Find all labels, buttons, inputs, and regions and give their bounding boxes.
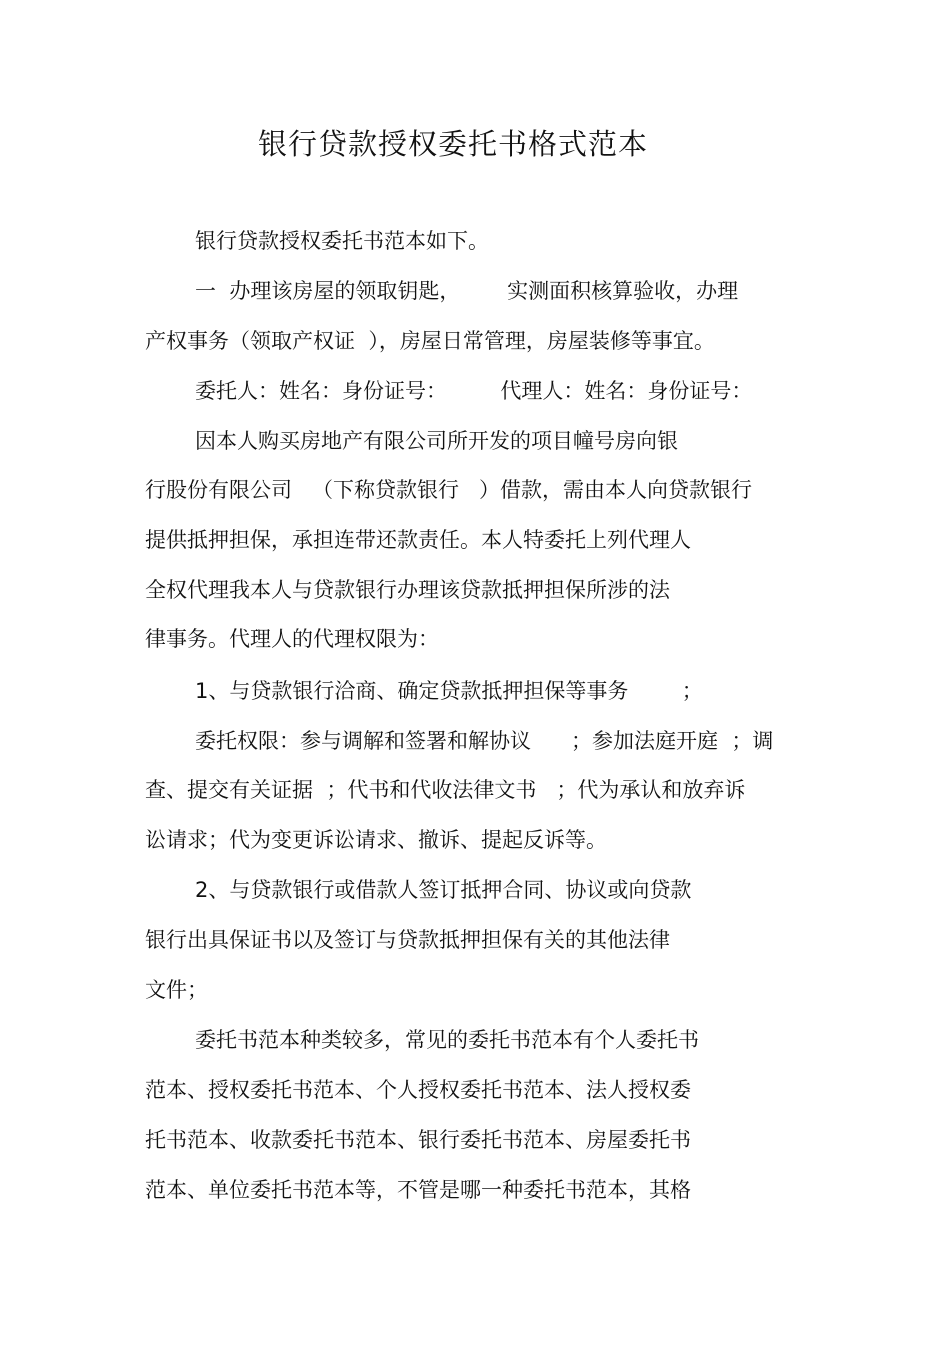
document-title: 银行贷款授权委托书格式范本 (257, 127, 648, 161)
paragraph-line: 范本、授权委托书范本、个人授权委托书范本、法人授权委 (145, 1078, 691, 1102)
paragraph-line: 范本、单位委托书范本等，不管是哪一种委托书范本，其格 (145, 1178, 691, 1202)
paragraph-line: 1、与贷款银行洽商、确定贷款抵押担保等事务 ； (195, 679, 703, 703)
paragraph-line: 托书范本、收款委托书范本、银行委托书范本、房屋委托书 (145, 1128, 691, 1152)
paragraph-line: 因本人购买房地产有限公司所开发的项目幢号房向银 (195, 429, 678, 453)
paragraph-line: 提供抵押担保，承担连带还款责任。本人特委托上列代理人 (145, 528, 691, 552)
paragraph-line: 委托权限：参与调解和签署和解协议 ；参加法庭开庭 ；调 (195, 729, 774, 753)
paragraph-line: 讼请求；代为变更诉讼请求、撤诉、提起反诉等。 (145, 828, 607, 852)
paragraph-line: 查、提交有关证据 ；代书和代收法律文书 ；代为承认和放弃诉 (145, 778, 746, 802)
paragraph-line: 委托人：姓名：身份证号： 代理人：姓名：身份证号： (195, 379, 753, 403)
paragraph-line: 2、与贷款银行或借款人签订抵押合同、协议或向贷款 (195, 878, 692, 902)
paragraph-line: 产权事务（领取产权证 ），房屋日常管理，房屋装修等事宜。 (145, 329, 715, 353)
paragraph-line: 文件； (145, 978, 208, 1002)
paragraph-line: 全权代理我本人与贷款银行办理该贷款抵押担保所涉的法 (145, 578, 670, 602)
paragraph-line: 委托书范本种类较多，常见的委托书范本有个人委托书 (195, 1028, 699, 1052)
paragraph-line: 一 办理该房屋的领取钥匙， 实测面积核算验收，办理 (195, 279, 739, 303)
paragraph-line: 银行贷款授权委托书范本如下。 (195, 229, 489, 253)
paragraph-line: 律事务。代理人的代理权限为： (145, 627, 439, 651)
paragraph-line: 银行出具保证书以及签订与贷款抵押担保有关的其他法律 (145, 928, 670, 952)
paragraph-line: 行股份有限公司 （下称贷款银行 ）借款，需由本人向贷款银行 (145, 478, 753, 502)
